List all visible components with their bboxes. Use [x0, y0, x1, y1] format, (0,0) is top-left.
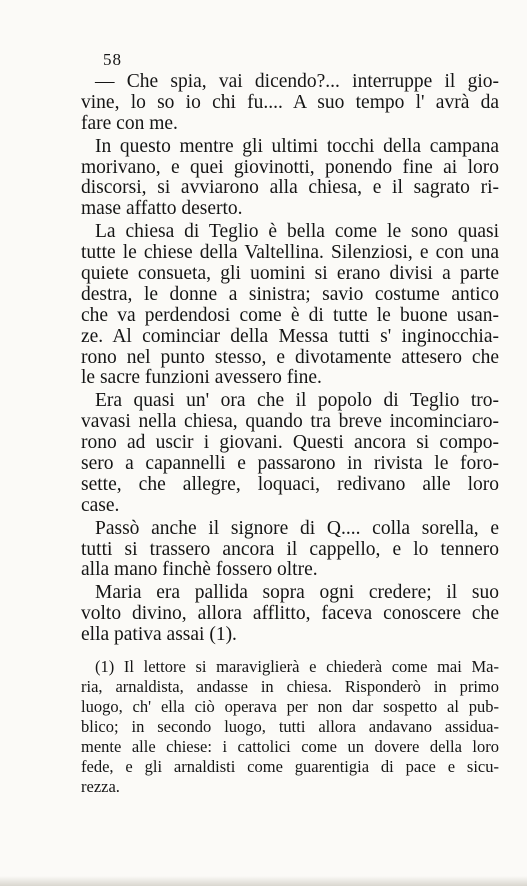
text-line: sette, che allegre, loquaci, redivano alle loro: [81, 473, 499, 495]
footnote-line: blico; in secondo luogo, tutti allora andavano assidua-: [81, 717, 499, 736]
text-line: mase affatto deserto.: [81, 198, 243, 220]
text-line: Era quasi un' ora che il popolo di Teglio tro-: [95, 390, 499, 412]
footnote-line: fede, e gli arnaldisti come guarentigia di pace e sicu-: [81, 757, 499, 776]
text-line: Passò anche il signore di Q.... colla sorella, e: [95, 517, 499, 539]
text-line: discorsi, si avviarono alla chiesa, e il sagrato ri-: [81, 177, 499, 199]
text-line: rono ad uscir i giovani. Questi ancora si compo-: [81, 432, 499, 454]
text-line: tutti si trassero ancora il cappello, e lo tennero: [81, 538, 499, 560]
footnote: [81, 657, 499, 797]
text-line: destra, le donne a sinistra; savio costume antico: [81, 283, 499, 305]
paragraph: [81, 72, 499, 135]
text-line: alla mano finchè fossero oltre.: [81, 559, 318, 581]
text-line: che va perdendosi come è di tutte le buone usan-: [81, 304, 499, 326]
text-line: le sacre funzioni avessero fine.: [81, 367, 322, 389]
text-line: rono nel punto stesso, e divotamente attesero che: [81, 346, 499, 368]
text-line: morivano, e quei giovinotti, ponendo fine ai loro: [81, 156, 499, 178]
paragraph: [81, 137, 499, 221]
footnote-line: luogo, ch' ella ciò operava per non dar sospetto al pub-: [81, 697, 499, 716]
paragraph: [81, 222, 499, 389]
text-line: ella pativa assai (1).: [81, 624, 237, 646]
page-number: 58: [103, 50, 122, 69]
text-line: case.: [81, 494, 120, 516]
text-line: La chiesa di Teglio è bella come le sono quasi: [95, 221, 499, 243]
text-line: volto divino, allora afflitto, faceva conoscere che: [81, 603, 499, 625]
footnote-line: rezza.: [81, 777, 120, 796]
text-line: quiete consueta, gli uomini si erano divisi a parte: [81, 263, 499, 285]
page-edge-shadow: [0, 876, 527, 886]
text-line: — Che spia, vai dicendo?... interruppe il gio-: [95, 71, 499, 92]
text-line: vine, lo so io chi fu.... A suo tempo l' avrà da: [81, 91, 499, 113]
footnote-line: ria, arnaldista, andasse in chiesa. Risponderò in primo: [81, 677, 499, 696]
text-line: sero a capannelli e passarono in rivista le foro-: [81, 453, 499, 475]
text-line: Maria era pallida sopra ogni credere; il suo: [95, 582, 499, 604]
footnote-line: mente alle chiese: i cattolici come un dovere della loro: [81, 737, 499, 756]
footnote-line: (1) Il lettore si maraviglierà e chiederà come mai Ma-: [95, 657, 499, 676]
text-line: ze. Al cominciar della Messa tutti s' inginocchia-: [81, 325, 499, 347]
paragraph: [81, 519, 499, 582]
main-text: [81, 72, 499, 646]
text-line: fare con me.: [81, 112, 178, 134]
text-line: In questo mentre gli ultimi tocchi della campana: [95, 135, 499, 157]
text-line: tutte le chiese della Valtellina. Silenziosi, e con una: [81, 242, 499, 264]
paragraph: [81, 583, 499, 646]
paragraph: [81, 391, 499, 516]
text-line: vavasi nella chiesa, quando tra breve incominciaro-: [81, 411, 499, 433]
